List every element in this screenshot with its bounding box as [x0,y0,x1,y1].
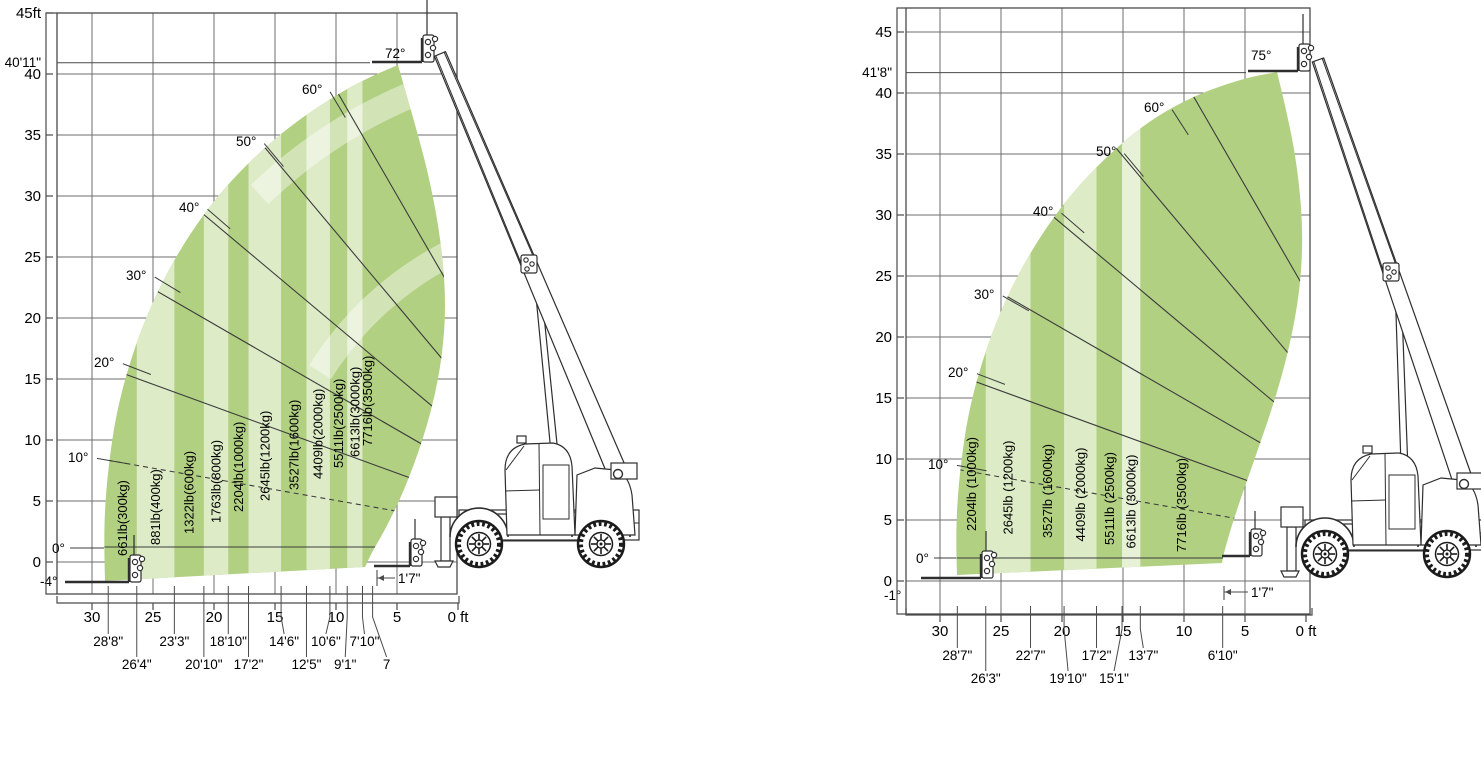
carriage-pin [1258,539,1263,544]
carriage-pin [984,568,989,573]
wheel-hub-center [1446,553,1449,556]
y-axis-label: 20 [24,310,41,327]
y-axis-label: 40 [875,85,892,102]
carriage-pin [425,39,430,44]
max-height-label: 40'11" [4,55,41,70]
reach-label: 9'1" [334,657,357,672]
carriage-pin [418,549,423,554]
reach-label: 7'10" [349,634,380,649]
capacity-zone-label: 4409lb(2000kg) [310,388,326,479]
reach-label: 28'8" [93,634,124,649]
capacity-zone-label: 1322lb(600kg) [181,450,197,534]
boom-pivot [614,470,623,479]
capacity-zone-label: 6613lb (3000kg) [1123,454,1139,549]
x-axis-label: 0 ft [447,609,469,626]
x-axis-label: 5 [392,609,402,626]
stabilizer-leg [441,517,450,561]
beacon [1363,446,1372,453]
carriage-pin [1301,61,1306,66]
capacity-zone-label: 881lb(400kg) [148,469,164,545]
carriage-pin [1253,546,1258,551]
boom-angle-label: 20° [94,355,115,370]
carriage-pin [432,36,437,41]
reach-label: 28'7" [942,648,973,663]
y-axis-label: 35 [24,127,41,144]
boom-angle-label: 20° [948,365,969,380]
y-axis-label: 5 [883,512,892,529]
y-axis-label: 15 [24,371,41,388]
front-box [1281,507,1303,527]
boom-angle-label: 40° [1033,204,1054,219]
x-axis-label: 15 [266,609,284,626]
boom-angle-label: 10° [68,450,89,465]
y-axis-label: 10 [875,451,892,468]
y-axis-label: 30 [875,207,892,224]
reach-label: 6'10" [1207,648,1238,663]
boom-angle-label: 30° [126,268,147,283]
capacity-zone-label: 661lb(300kg) [115,480,130,556]
y-axis-label: 45 [875,24,892,41]
carriage-offset-label: 1'7" [1251,585,1274,600]
boom-angle-label: 40° [179,200,200,215]
carriage-pin [139,556,144,561]
x-axis-label: 15 [1114,623,1132,640]
x-axis-label: 25 [144,609,162,626]
carriage-pin [132,572,137,577]
carriage-pin [413,556,418,561]
carriage-pin [137,565,142,570]
y-axis-ruler [897,8,906,614]
y-axis-ruler [46,13,57,594]
reach-label: 22'7" [1015,648,1046,663]
boom-angle-label: 0° [916,551,929,566]
capacity-zone-stripe [249,0,282,765]
dim-arrow [378,575,384,581]
capacity-zone-label: 5511lb(2500kg) [331,378,347,468]
y-axis-label: 25 [875,268,892,285]
y-axis-label: 5 [32,493,41,510]
capacity-zone-label: 3527lb (1600kg) [1039,444,1055,538]
capacity-zone-label: 4409lb (2000kg) [1072,447,1088,542]
boom-angle-label: 75° [1251,48,1272,63]
x-axis-ruler [57,596,459,603]
y-axis-label: 25 [24,249,41,266]
capacity-zone-label: 2204lb(1000kg) [230,421,246,512]
boom-angle-label: 10° [928,457,949,472]
reach-label: 15'1" [1099,671,1129,686]
y-axis-label: 45ft [15,5,41,22]
capacity-zone-label: 7716lb (3500kg) [1173,458,1189,552]
x-axis-label: 5 [1240,623,1250,640]
reach-label: 17'2" [233,657,264,672]
boom-angle-label: 30° [974,287,995,302]
capacity-zone-label: 1763lb(800kg) [208,439,224,523]
carriage-pin [430,45,435,50]
capacity-zone-label: 2645lb(1200kg) [257,410,273,501]
carriage-pin [413,543,418,548]
carriage-offset-label: 1'7" [398,571,421,586]
x-axis-label: 30 [83,609,101,626]
load-chart-left [0,0,639,765]
x-axis-label: 20 [205,609,223,626]
reach-label: 10'6" [310,634,341,649]
boom-inner-section [1314,59,1398,275]
boom-joint-pin [1392,270,1396,274]
boom-angle-label: 60° [1144,100,1165,115]
y-axis-label: 30 [24,188,41,205]
boom-angle-label: 50° [1096,144,1117,159]
x-axis-label: 0 ft [1295,623,1317,640]
dim-arrow [1225,589,1231,595]
y-axis-label: 0 [883,573,892,590]
x-axis-label: 25 [992,623,1010,640]
y-axis-label: 20 [875,329,892,346]
y-axis-label: 10 [24,432,41,449]
boom-angle-label: -1° [884,588,902,603]
capacity-zone-stripe [137,0,175,765]
reach-label: 18'10" [209,634,247,649]
boom-angle-label: -4° [40,574,58,589]
x-axis-label: 30 [931,623,949,640]
load-chart-right [820,0,1481,765]
boom-pivot [1460,480,1469,489]
y-axis-label: 40 [24,66,41,83]
carriage-pin [1253,533,1258,538]
boom-joint-pin [525,267,529,271]
reach-label: 26'4" [121,657,152,672]
carriage-pin [1301,48,1306,53]
stabilizer-pad [1281,571,1299,577]
wheel-hub-center [1324,553,1327,556]
capacity-zone-stripe [204,0,228,765]
carriage-pin [1306,54,1311,59]
reach-label: 26'3" [970,671,1001,686]
max-height-label: 41'8" [862,65,892,80]
reach-tick [345,603,347,657]
reach-label: 19'10" [1049,671,1087,686]
y-axis-label: 0 [32,554,41,571]
boom-joint-pin [530,262,534,266]
y-axis-label: 15 [875,390,892,407]
front-box [435,497,457,517]
reach-label: 7 [382,657,391,672]
reach-label: 13'7" [1128,648,1159,663]
carriage-pin [991,552,996,557]
wheel-hub-center [600,543,603,546]
carriage-pin [984,555,989,560]
capacity-zone-label: 3527lb(1600kg) [286,399,302,490]
reach-label: 17'2" [1081,648,1112,663]
boom-angle-label: 0° [52,541,65,556]
reach-label: 12'5" [291,657,322,672]
x-axis-label: 10 [327,609,345,626]
carriage-pin [420,540,425,545]
carriage-pin [989,561,994,566]
beacon [517,436,526,443]
capacity-zone-label: 7716lb(3500kg) [360,355,376,446]
reach-label: 20'10" [185,657,223,672]
capacity-zone-label: 6613lb(3000kg) [347,366,363,457]
boom-inner-section [436,52,536,266]
x-axis-label: 20 [1053,623,1071,640]
reach-label: 23'3" [159,634,190,649]
capacity-zone-stripe [306,0,329,765]
boom-joint-pin [1386,266,1390,270]
stabilizer-leg [1287,527,1296,571]
x-axis-label: 10 [1175,623,1193,640]
stabilizer-pad [435,561,453,567]
reach-label: 14'6" [269,634,300,649]
reach-tick [362,603,364,634]
boom-joint-pin [524,258,528,262]
carriage-pin [425,52,430,57]
carriage-pin [132,559,137,564]
wheel-hub-center [478,543,481,546]
boom-joint-pin [1387,275,1391,279]
capacity-zone-label: 2645lb (1200kg) [1000,440,1016,535]
capacity-zone-label: 2204lb (1000kg) [964,437,980,531]
capacity-zone-label: 5511lb (2500kg) [1101,452,1117,545]
boom-angle-label: 72° [385,46,406,61]
reach-tick [1140,615,1143,648]
boom-angle-label: 50° [236,134,257,149]
boom-angle-label: 60° [302,82,323,97]
carriage-pin [1260,530,1265,535]
carriage-pin [1308,45,1313,50]
y-axis-label: 35 [875,146,892,163]
